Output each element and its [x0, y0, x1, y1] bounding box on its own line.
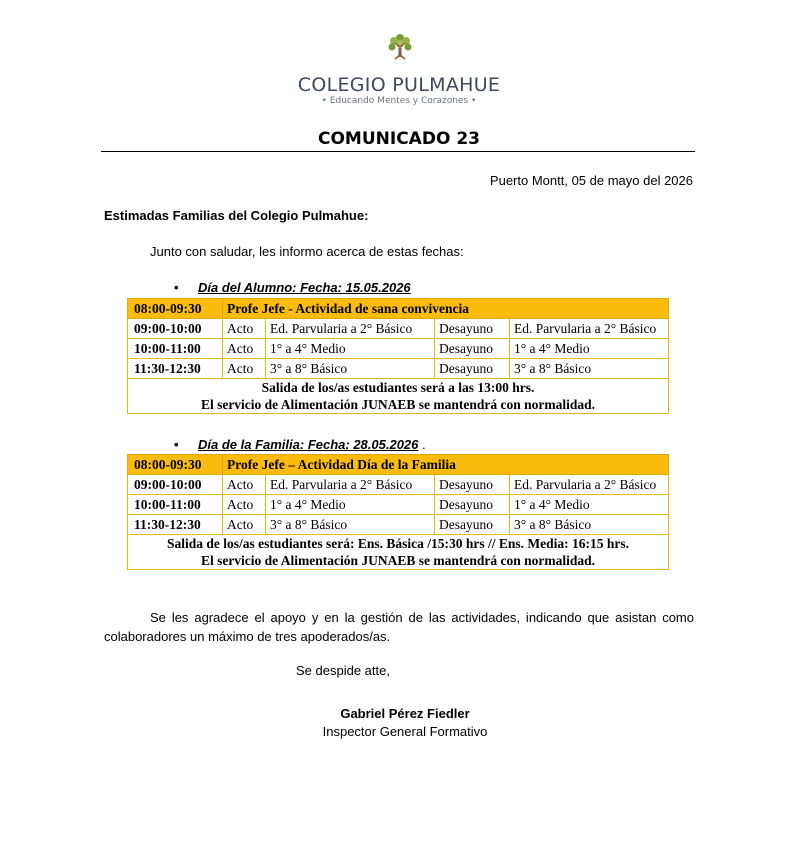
event-title-suffix: . [418, 437, 426, 452]
table-row [128, 339, 669, 359]
time-cell: 10:00-11:00 [128, 495, 223, 515]
time-cell: 09:00-10:00 [128, 475, 223, 495]
table-footer-row [128, 379, 669, 414]
tree-icon [385, 31, 415, 61]
farewell: Se despide atte, [296, 663, 390, 678]
bullet-icon: • [174, 437, 179, 452]
document-title: COMUNICADO 23 [318, 129, 480, 149]
time-cell: 11:30-12:30 [128, 515, 223, 535]
time-cell: 08:00-09:30 [128, 455, 223, 475]
time-cell: 09:00-10:00 [128, 319, 223, 339]
level-cell: Ed. Parvularia a 2° Básico [510, 475, 669, 495]
activity-cell: Acto [223, 359, 266, 379]
dismissal-note: Salida de los/as estudiantes será a las 13:00 hrs. [261, 380, 535, 395]
title-divider [101, 151, 695, 152]
table-header-row [128, 299, 669, 319]
table-footer-row [128, 535, 669, 570]
activity-cell: Acto [223, 319, 266, 339]
table-row [128, 495, 669, 515]
table-row [128, 475, 669, 495]
activity-cell: Desayuno [435, 359, 510, 379]
time-cell: 08:00-09:30 [128, 299, 223, 319]
signature-role: Inspector General Formativo [322, 724, 488, 739]
date-line: Puerto Montt, 05 de mayo del 2026 [489, 173, 693, 188]
schedule-table [127, 454, 669, 570]
level-cell: 3° a 8° Básico [510, 359, 669, 379]
footer-note-cell [128, 535, 669, 570]
dismissal-note: Salida de los/as estudiantes será: Ens. Básica /15:30 hrs // Ens. Media: 16:15 hrs. [166, 536, 630, 551]
school-tagline: • Educando Mentes y Corazones • [321, 96, 477, 106]
activity-cell: Profe Jefe - Actividad de sana convivencia [223, 299, 669, 319]
level-cell: 3° a 8° Básico [510, 515, 669, 535]
activity-cell: Acto [223, 339, 266, 359]
event-heading [174, 280, 411, 295]
table-row [128, 359, 669, 379]
level-cell: 1° a 4° Medio [266, 339, 435, 359]
level-cell: 3° a 8° Básico [266, 515, 435, 535]
activity-cell: Acto [223, 475, 266, 495]
table-row [128, 515, 669, 535]
level-cell: Ed. Parvularia a 2° Básico [266, 319, 435, 339]
activity-cell: Acto [223, 495, 266, 515]
intro-paragraph: Junto con saludar, les informo acerca de estas fechas: [150, 244, 464, 259]
activity-cell: Acto [223, 515, 266, 535]
table-header-row [128, 455, 669, 475]
closing-paragraph: Se les agradece el apoyo y en la gestión de las actividades, indicando que asistan como colaboradores un máximo de tres apoderados/as. [104, 610, 694, 644]
signature-name: Gabriel Pérez Fiedler [340, 706, 470, 721]
level-cell: Ed. Parvularia a 2° Básico [510, 319, 669, 339]
schedule-table [127, 298, 669, 414]
event-title: Día de la Familia: Fecha: 28.05.2026 [198, 437, 419, 452]
greeting: Estimadas Familias del Colegio Pulmahue: [104, 208, 369, 223]
table-row [128, 319, 669, 339]
activity-cell: Desayuno [435, 339, 510, 359]
time-cell: 10:00-11:00 [128, 339, 223, 359]
level-cell: 1° a 4° Medio [266, 495, 435, 515]
event-heading [174, 437, 426, 452]
school-name: COLEGIO PULMAHUE [297, 74, 501, 96]
level-cell: 1° a 4° Medio [510, 495, 669, 515]
activity-cell: Desayuno [435, 319, 510, 339]
activity-cell: Desayuno [435, 515, 510, 535]
activity-cell: Profe Jefe – Actividad Día de la Familia [223, 455, 669, 475]
bullet-icon: • [174, 280, 179, 295]
time-cell: 11:30-12:30 [128, 359, 223, 379]
level-cell: 1° a 4° Medio [510, 339, 669, 359]
junaeb-note: El servicio de Alimentación JUNAEB se mantendrá con normalidad. [200, 397, 596, 412]
level-cell: 3° a 8° Básico [266, 359, 435, 379]
footer-note-cell [128, 379, 669, 414]
activity-cell: Desayuno [435, 495, 510, 515]
junaeb-note: El servicio de Alimentación JUNAEB se mantendrá con normalidad. [200, 553, 596, 568]
event-title: Día del Alumno: Fecha: 15.05.2026 [198, 280, 411, 295]
activity-cell: Desayuno [435, 475, 510, 495]
level-cell: Ed. Parvularia a 2° Básico [266, 475, 435, 495]
